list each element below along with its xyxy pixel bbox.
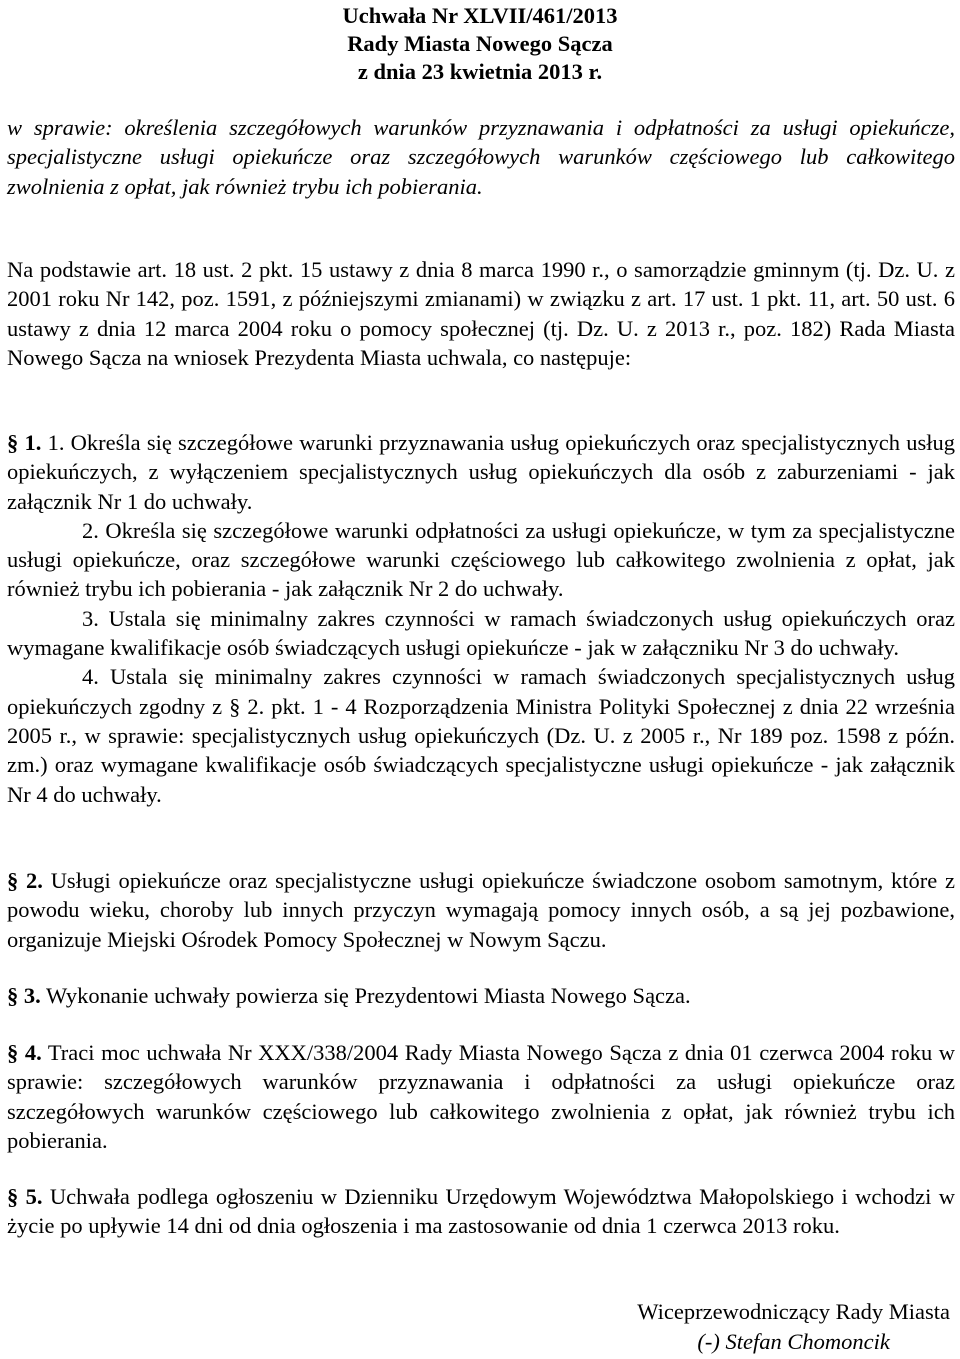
paragraph-symbol: § (7, 1040, 19, 1065)
resolution-subject: w sprawie: określenia szczegółowych warunków przyznawania i odpłatności za usługi opiekuńcze, specjalistyczne usługi opiekuńcze oraz szczegółowych warunków częściowego lub całkowitego zwolnienia z opłat, jak również trybu ich pobierania. (7, 115, 955, 199)
section-3-heading (7, 983, 41, 1008)
resolution-council: Rady Miasta Nowego Sącza (347, 31, 613, 56)
section-1-item-1 (7, 428, 955, 516)
section-3-text: Wykonanie uchwały powierza się Prezydentowi Miasta Nowego Sącza. (45, 983, 691, 1008)
section-4 (7, 1038, 955, 1155)
item-text: Określa się szczegółowe warunki odpłatności za usługi opiekuńcze, w tym za specjalistyczne usługi opiekuńcze, oraz szczegółowe warunki częściowego lub całkowitego zwolnienia z opłat, jak również trybu ich pobierania - jak załącznik Nr 2 do uchwały. (7, 517, 955, 602)
section-2-heading (7, 868, 43, 893)
item-number: 2. (82, 517, 99, 543)
resolution-date: z dnia 23 kwietnia 2013 r. (357, 59, 603, 84)
section-5-text: Uchwała podlega ogłoszeniu w Dzienniku Urzędowym Województwa Małopolskiego i wchodzi w życie po upływie 14 dni od dnia ogłoszenia i ma zastosowanie od dnia 1 czerwca 2013 roku. (7, 1184, 956, 1239)
section-number: 3. (23, 983, 41, 1008)
legal-basis-paragraph: Na podstawie art. 18 ust. 2 pkt. 15 ustawy z dnia 8 marca 1990 r., o samorządzie gminnym (tj. Dz. U. z 2001 roku Nr 142, poz. 1591, z późniejszymi zmianami) w związku z art. 17 ust. 1 pkt. 11, art. 50 ust. 6 ustawy z dnia 12 marca 2004 roku o pomocy społecznej (tj. Dz. U. z 2013 r., poz. 182) Rada Miasta Nowego Sącza na wniosek Prezydenta Miasta uchwala, co następuje: (7, 257, 955, 370)
section-2-text: Usługi opiekuńcze oraz specjalistyczne usługi opiekuńcze świadczone osobom samotnym, które z powodu wieku, choroby lub innych przyczyn wymagają pomocy innych osób, a są jej pozbawione, organizuje Miejski Ośrodek Pomocy Społecznej w Nowym Sączu. (7, 868, 956, 952)
section-number: 1. (24, 430, 42, 455)
section-number: 5. (25, 1184, 43, 1209)
section-1-item-2 (7, 516, 955, 604)
resolution-number: Uchwała Nr XLVII/461/2013 (342, 3, 618, 28)
item-text: Ustala się minimalny zakres czynności w ramach świadczonych usług opiekuńczych oraz wymagane kwalifikacje osób świadczących usługi opiekuńcze - jak w załączniku Nr 3 do uchwały. (7, 605, 956, 661)
section-number: 4. (24, 1040, 42, 1065)
section-number: 2. (26, 868, 43, 893)
section-3 (7, 981, 955, 1010)
section-1-heading (7, 430, 41, 455)
signature-block (637, 1297, 950, 1357)
paragraph-symbol: § (7, 983, 19, 1008)
item-number: 1. (47, 430, 65, 455)
section-4-text: Traci moc uchwała Nr XXX/338/2004 Rady Miasta Nowego Sącza z dnia 01 czerwca 2004 roku w sprawie: szczegółowych warunków przyznawania i odpłatności za usługi opiekuńcze oraz szczegółowych warunków częściowego lub całkowitego zwolnienia z opłat, jak również trybu ich pobierania. (7, 1040, 956, 1153)
paragraph-symbol: § (7, 868, 19, 893)
section-5-heading (7, 1184, 43, 1209)
section-4-heading (7, 1040, 42, 1065)
item-number: 4. (82, 664, 99, 690)
item-number: 3. (82, 605, 99, 631)
section-5 (7, 1182, 955, 1241)
resolution-title (0, 2, 960, 86)
item-text: Określa się szczegółowe warunki przyznawania usług opiekuńczych oraz specjalistycznych usług opiekuńczych, z wyłączeniem specjalistycznych usług opiekuńczych dla osób z zaburzeniami - jak załącznik Nr 1 do uchwały. (7, 430, 956, 514)
section-1 (7, 428, 955, 809)
paragraph-symbol: § (7, 1184, 19, 1209)
signatory-role: Wiceprzewodniczący Rady Miasta (637, 1299, 950, 1324)
signatory-name: (-) Stefan Chomoncik (697, 1329, 890, 1354)
item-text: Ustala się minimalny zakres czynności w ramach świadczonych specjalistycznych usług opiekuńczych zgodny z § 2. pkt. 1 - 4 Rozporządzenia Ministra Polityki Społecznej z dnia 22 września 2005 r., w sprawie: specjalistycznych usług opiekuńczych (Dz. U. z 2005 r., Nr 189 poz. 1598 z późn. zm.) oraz wymagane kwalifikacje osób świadczących specjalistyczne usługi opiekuńcze - jak załącznik Nr 4 do uchwały. (7, 664, 955, 807)
section-1-item-4 (7, 662, 955, 808)
section-2 (7, 866, 955, 954)
paragraph-symbol: § (7, 430, 19, 455)
section-1-item-3 (7, 604, 955, 663)
